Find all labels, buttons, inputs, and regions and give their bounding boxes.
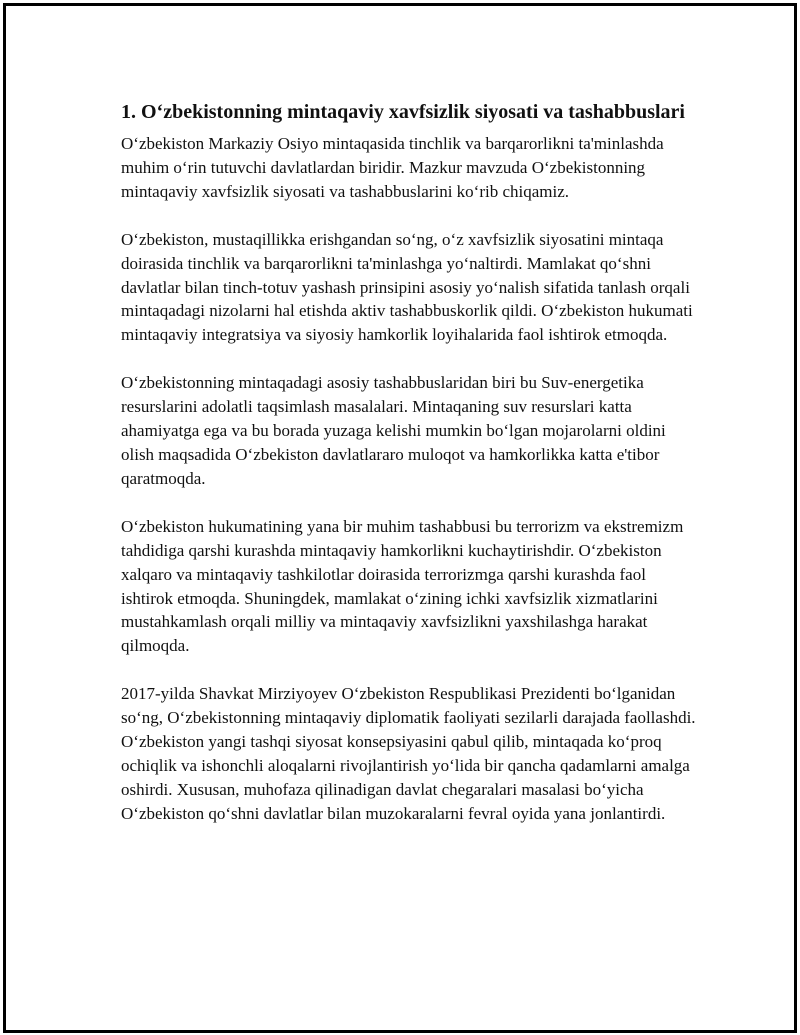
- document-title: 1. O‘zbekistonning mintaqaviy xavfsizlik siyosati va tashabbuslari: [121, 101, 685, 123]
- paragraph: 2017-yilda Shavkat Mirziyoyev O‘zbekiston Respublikasi Prezidenti bo‘lganidan so‘ng, O‘zbekistonning mintaqaviy diplomatik faoliyati sezilarli darajada faollashdi. O‘zbekiston yangi tashqi siyosat konsepsiyasini qabul qilib, mintaqada ko‘proq ochiqlik va ishonchli aloqalarni rivojlantirish yo‘lida bir qancha qadamlarni amalga oshirdi. Xususan, muhofaza qilinadigan davlat chegaralari masalasi bo‘yicha O‘zbekiston qo‘shni davlatlar bilan muzokaralarni fevral oyida yana jonlantirdi.: [121, 684, 696, 823]
- paragraph: O‘zbekiston Markaziy Osiyo mintaqasida tinchlik va barqarorlikni ta'minlashda muhim o‘rin tutuvchi davlatlardan biridir. Mazkur mavzuda O‘zbekistonning mintaqaviy xavfsizlik siyosati va tashabbuslarini ko‘rib chiqamiz.: [121, 134, 664, 201]
- paragraph: O‘zbekiston hukumatining yana bir muhim tashabbusi bu terrorizm va ekstremizm tahdidiga qarshi kurashda mintaqaviy hamkorlikni kuchaytirishdir. O‘zbekiston xalqaro va mintaqaviy tashkilotlar doirasida terrorizmga qarshi kurashda faol ishtirok etmoqda. Shuningdek, mamlakat o‘zining ichki xavfsizlik xizmatlarini mustahkamlash orqali milliy va mintaqaviy xavfsizlikni yaxshilashga harakat qilmoqda.: [121, 516, 684, 656]
- page-frame: [3, 3, 797, 1033]
- document-body: [121, 99, 696, 826]
- paragraph: O‘zbekistonning mintaqadagi asosiy tashabbuslaridan biri bu Suv-energetika resurslarini adolatli taqsimlash masalalari. Mintaqaning suv resurslari katta ahamiyatga ega va bu borada yuzaga kelishi mumkin bo‘lgan mojarolarni oldini olish maqsadida O‘zbekiston davlatlararo muloqot va hamkorlikka katta e'tibor qaratmoqda.: [121, 373, 666, 488]
- paragraph: O‘zbekiston, mustaqillikka erishgandan so‘ng, o‘z xavfsizlik siyosatini mintaqa doirasida tinchlik va barqarorlikni ta'minlashga yo‘naltirdi. Mamlakat qo‘shni davlatlar bilan tinch-totuv yashash prinsipini asosiy yo‘nalish sifatida tanlash orqali mintaqadagi nizolarni hal etishda aktiv tashabbuskorlik qildi. O‘zbekiston hukumati mintaqaviy integratsiya va siyosiy hamkorlik loyihalarida faol ishtirok etmoqda.: [121, 229, 693, 345]
